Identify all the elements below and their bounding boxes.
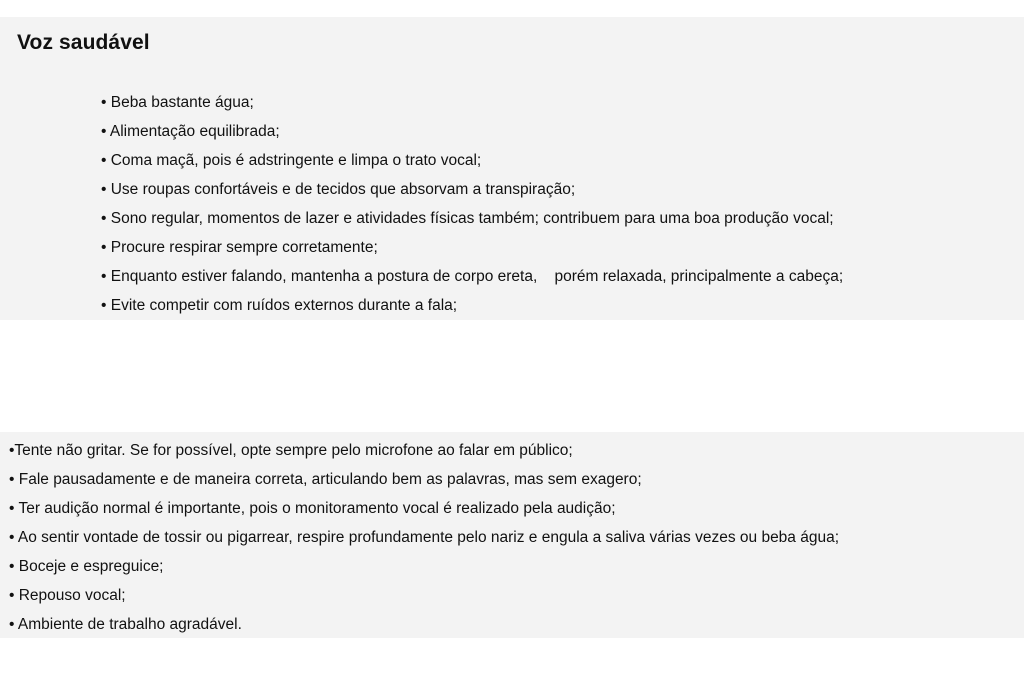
list-item: • Coma maçã, pois é adstringente e limpa o trato vocal; <box>101 152 482 169</box>
list-item: • Boceje e espreguice; <box>9 558 164 575</box>
list-item: • Evite competir com ruídos externos durante a fala; <box>101 297 458 314</box>
list-item: • Alimentação equilibrada; <box>101 123 280 140</box>
top-tips-list <box>101 88 843 320</box>
list-item: • Ter audição normal é importante, pois o monitoramento vocal é realizado pela audição; <box>9 500 616 517</box>
list-item: • Sono regular, momentos de lazer e atividades físicas também; contribuem para uma boa produção vocal; <box>101 210 834 227</box>
list-item: • Fale pausadamente e de maneira correta, articulando bem as palavras, mas sem exagero; <box>9 471 642 488</box>
bottom-tips-list <box>9 436 839 639</box>
list-item: • Enquanto estiver falando, mantenha a postura de corpo ereta, porém relaxada, principalmente a cabeça; <box>101 268 844 285</box>
page-title: Voz saudável <box>17 31 150 54</box>
list-item: • Beba bastante água; <box>101 94 254 111</box>
list-item: • Procure respirar sempre corretamente; <box>101 239 378 256</box>
list-item: •Tente não gritar. Se for possível, opte sempre pelo microfone ao falar em público; <box>9 442 573 459</box>
top-panel <box>0 17 1024 320</box>
list-item: • Ao sentir vontade de tossir ou pigarrear, respire profundamente pelo nariz e engula a saliva várias vezes ou beba água; <box>9 529 840 546</box>
bottom-panel <box>0 432 1024 638</box>
list-item: • Repouso vocal; <box>9 587 126 604</box>
list-item: • Use roupas confortáveis e de tecidos que absorvam a transpiração; <box>101 181 576 198</box>
list-item: • Ambiente de trabalho agradável. <box>9 616 242 633</box>
